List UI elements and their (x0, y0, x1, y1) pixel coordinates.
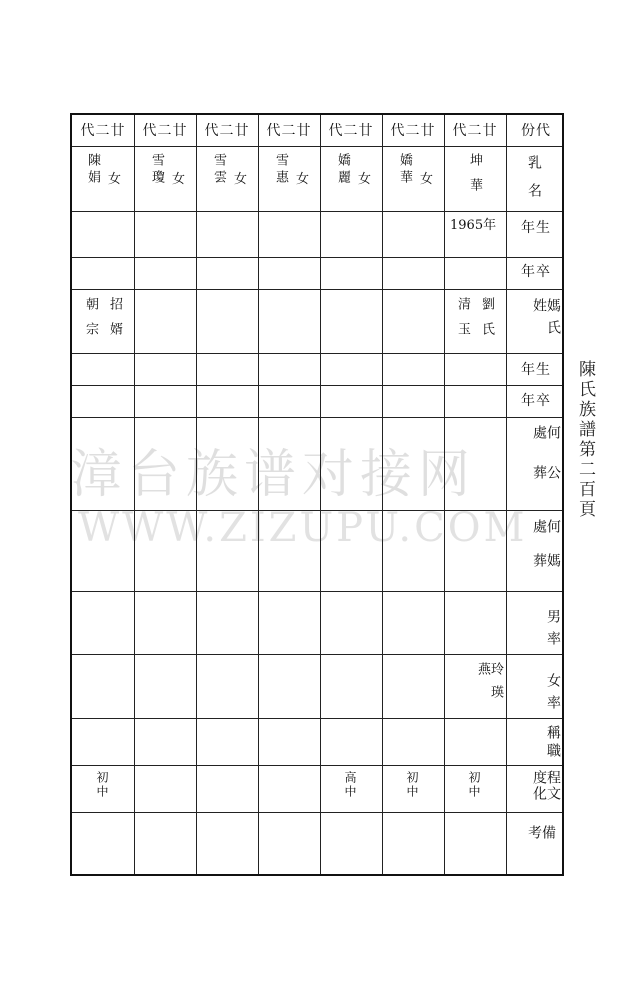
row-label-child-name: 乳名 (526, 155, 542, 211)
education-cell: 高中 (343, 771, 357, 799)
child-name-sub: 女 (234, 172, 248, 187)
row-label-generation: 份代 (521, 123, 551, 139)
row-label-daughters: 女率 (545, 673, 561, 717)
column-divider (258, 115, 259, 874)
column-divider (320, 115, 321, 874)
child-name: 嬌麗 (335, 153, 350, 187)
row-divider (72, 765, 562, 766)
watermark-url: WWW.ZIZUPU.COM (78, 505, 528, 551)
row-divider (72, 718, 562, 719)
row-divider (72, 289, 562, 290)
column-divider (444, 115, 445, 874)
row-divider (72, 146, 562, 147)
generation-cell: 代二廿 (452, 123, 498, 139)
child-name: 嬌華 (397, 153, 412, 187)
row-label-title: 稱職 (545, 725, 561, 761)
spouse-name: 清玉 (455, 297, 470, 347)
row-divider (72, 211, 562, 212)
generation-cell: 代二廿 (266, 123, 312, 139)
generation-cell: 代二廿 (142, 123, 188, 139)
column-divider (134, 115, 135, 874)
education-cell: 初中 (405, 771, 419, 799)
daughters-names: 玲瑛燕 (475, 662, 503, 708)
column-divider (506, 115, 507, 874)
row-divider (72, 257, 562, 258)
row-divider (72, 812, 562, 813)
page-side-title: 陳氏族譜第二百頁 (575, 360, 595, 520)
column-divider (196, 115, 197, 874)
generation-cell: 代二廿 (390, 123, 436, 139)
generation-cell: 代二廿 (204, 123, 250, 139)
watermark-text: 漳台族谱对接网 (70, 445, 477, 505)
child-name: 雪瓊 (149, 153, 164, 187)
child-name-sub: 女 (108, 172, 122, 187)
child-name: 坤華 (467, 153, 482, 203)
column-divider (382, 115, 383, 874)
child-name-sub: 女 (358, 172, 372, 187)
child-name-sub: 女 (296, 172, 310, 187)
row-label-mother-name: 媽氏姓 (531, 298, 561, 342)
row-divider (72, 591, 562, 592)
row-label-birth: 年生 (521, 220, 551, 236)
child-name-sub: 女 (420, 172, 434, 187)
child-name-sub: 女 (172, 172, 186, 187)
genealogy-table (70, 113, 564, 876)
spouse-label: 招婿 (107, 297, 122, 347)
spouse-label: 劉氏 (479, 297, 494, 347)
child-name: 陳娟 (85, 153, 100, 187)
row-label-sons: 男率 (545, 609, 561, 653)
row-divider (72, 385, 562, 386)
generation-cell: 代二廿 (80, 123, 126, 139)
row-label-mother-birth: 年生 (521, 362, 551, 378)
child-name: 雪雲 (211, 153, 226, 187)
education-cell: 初中 (95, 771, 109, 799)
education-cell: 初中 (467, 771, 481, 799)
spouse-name: 朝宗 (83, 297, 98, 347)
row-label-mother-burial: 何媽處葬 (531, 519, 561, 587)
row-divider (72, 654, 562, 655)
row-label-death: 年卒 (521, 264, 551, 280)
row-label-remarks: 備考 (526, 825, 556, 853)
row-divider (72, 510, 562, 511)
generation-cell: 代二廿 (328, 123, 374, 139)
row-label-father-burial: 何公處葬 (531, 425, 561, 505)
row-label-mother-death: 年卒 (521, 393, 551, 409)
birth-year: 1965年 (450, 218, 497, 233)
row-divider (72, 353, 562, 354)
row-label-education: 程文度化 (531, 770, 561, 802)
child-name: 雪惠 (273, 153, 288, 187)
row-divider (72, 417, 562, 418)
